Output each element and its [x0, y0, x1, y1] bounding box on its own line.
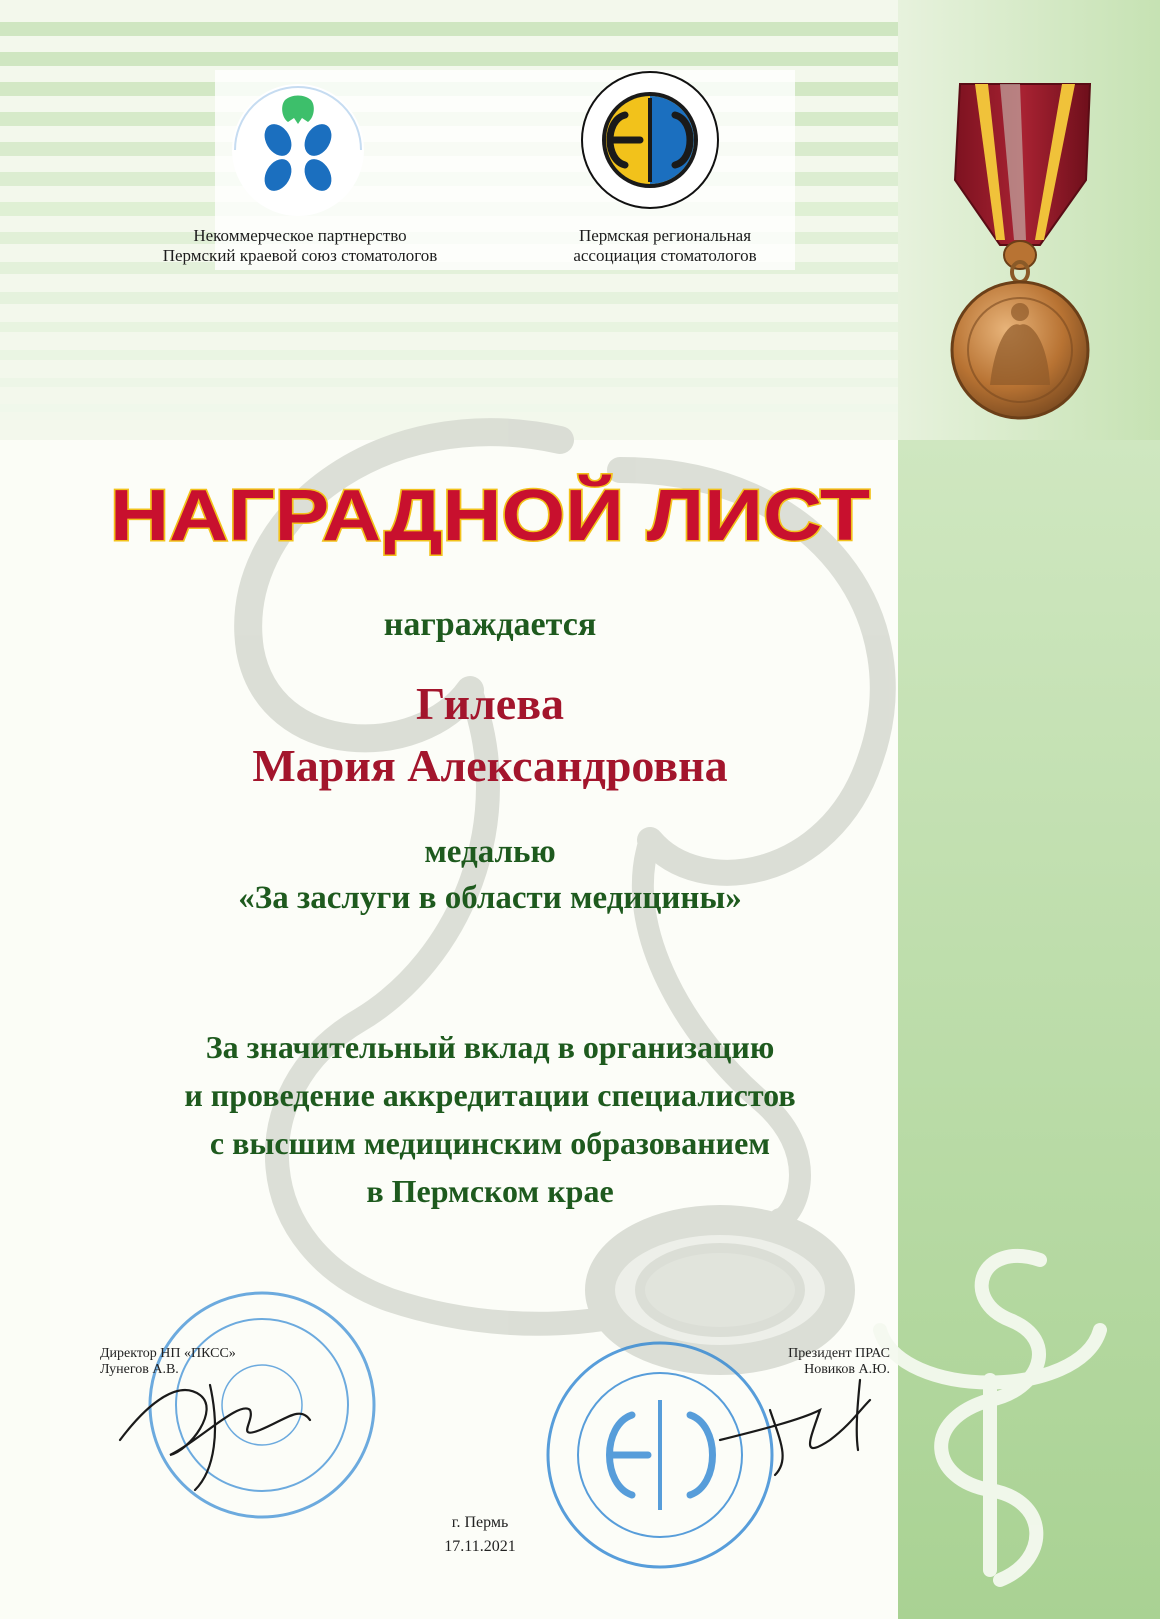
org1-caption-line2: Пермский краевой союз стоматологов — [162, 246, 438, 265]
org2-caption-line2: ассоциация стоматологов — [573, 246, 757, 265]
reason-line-3: с высшим медицинским образованием — [209, 1125, 771, 1161]
footer — [380, 1514, 580, 1556]
recipient-given-names: Мария Александровна — [252, 740, 728, 791]
title-text: НАГРАДНОЙ ЛИСТ — [110, 476, 779, 556]
recipient-surname: Гилева — [415, 678, 565, 729]
right-signatory-title: Президент ПРАС — [788, 1346, 890, 1361]
reason-line-2: и проведение аккредитации специалистов — [184, 1077, 796, 1113]
awarded-label: награждается — [383, 606, 597, 643]
reason-line-4: в Пермском крае — [366, 1173, 614, 1209]
footer-date: 17.11.2021 — [444, 1538, 516, 1555]
org1-caption — [130, 226, 470, 266]
right-signatory — [730, 1346, 890, 1378]
certificate-title — [80, 468, 900, 558]
medal-label: медалью — [424, 834, 556, 870]
left-signatory-name: Лунегов А.В. — [100, 1362, 179, 1377]
left-signatory-title: Директор НП «ПКСС» — [100, 1346, 236, 1361]
footer-city: г. Пермь — [451, 1514, 509, 1531]
org2-caption — [510, 226, 820, 266]
org2-caption-line1: Пермская региональная — [578, 226, 752, 245]
org1-caption-line1: Некоммерческое партнерство — [193, 226, 407, 245]
left-signatory — [100, 1346, 320, 1378]
pras-logo — [582, 72, 718, 208]
medal-icon — [952, 282, 1088, 418]
medal-name: «За заслуги в области медицины» — [238, 880, 742, 916]
reason-line-1: За значительный вклад в организацию — [205, 1029, 775, 1065]
pkss-logo — [232, 84, 364, 216]
right-signatory-name: Новиков А.Ю. — [804, 1362, 890, 1377]
